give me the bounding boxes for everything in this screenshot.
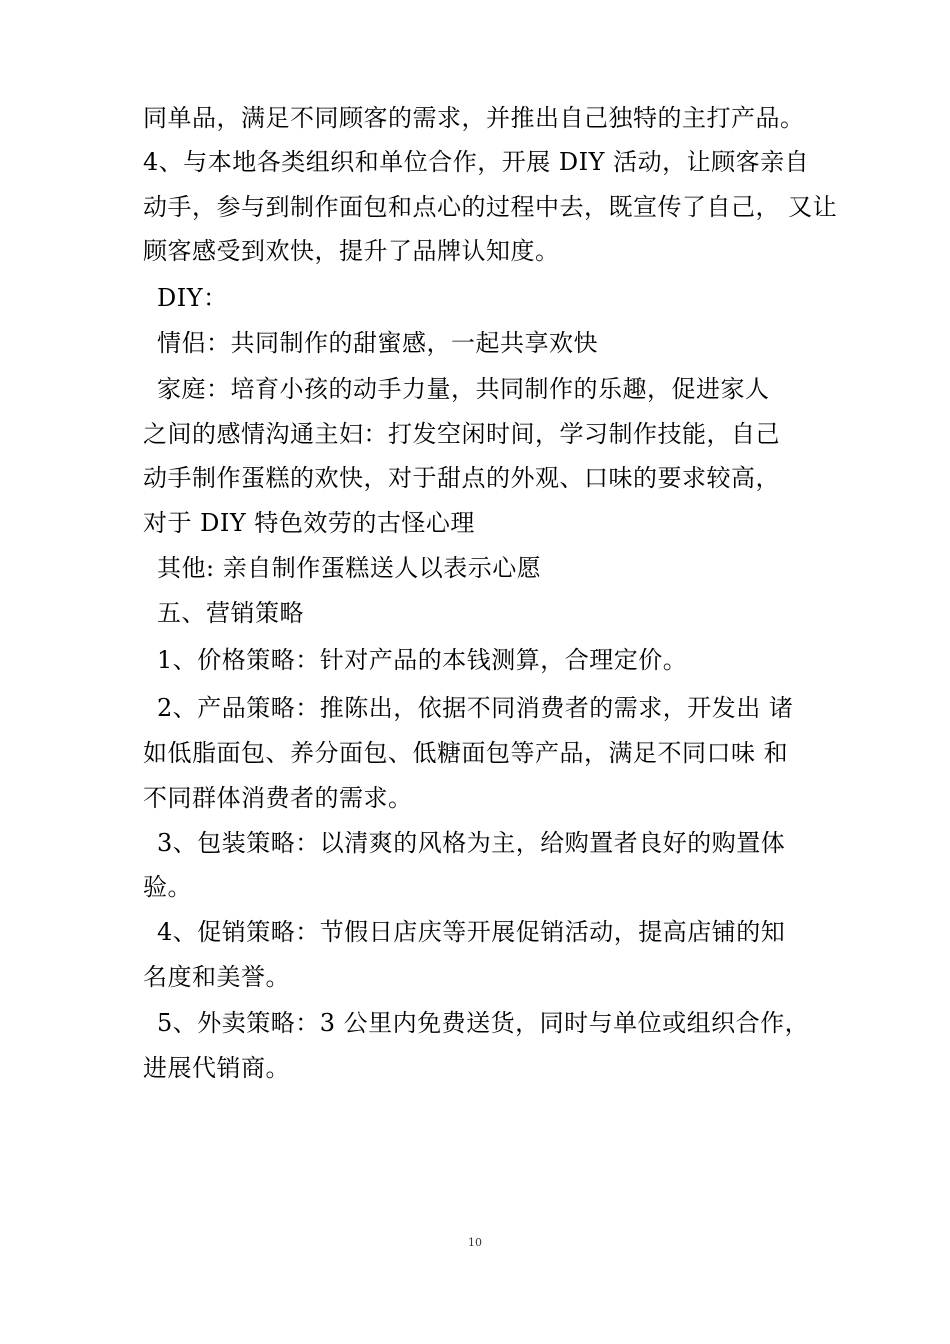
text-line: 情侣：共同制作的甜蜜感，一起共享欢快	[157, 329, 598, 357]
text-line: 家庭：培育小孩的动手力量，共同制作的乐趣，促进家人	[157, 375, 770, 403]
section-heading: 五、营销策略	[157, 599, 304, 627]
text-line: 动手，参与到制作面包和点心的过程中去，既宣传了自己， 又让	[143, 193, 838, 221]
text-line: DIY：	[157, 284, 228, 312]
text-line: 4、与本地各类组织和单位合作，开展 DIY 活动，让顾客亲自	[143, 148, 810, 176]
text-line: 之间的感情沟通主妇：打发空闲时间，学习制作技能，自己	[143, 420, 780, 448]
text-line: 对于 DIY 特色效劳的古怪心理	[143, 509, 475, 537]
text-line: 5、外卖策略：3 公里内免费送货，同时与单位或组织合作，	[157, 1009, 810, 1037]
text-line: 顾客感受到欢快，提升了品牌认知度。	[143, 237, 560, 265]
text-line: 不同群体消费者的需求。	[143, 784, 413, 812]
text-line: 验。	[143, 873, 192, 901]
text-line: 进展代销商。	[143, 1054, 290, 1082]
text-line: 名度和美誉。	[143, 963, 290, 991]
text-line: 其他: 亲自制作蛋糕送人以表示心愿	[157, 554, 542, 582]
text-line: 2、产品策略：推陈出，依据不同消费者的需求，开发出 诸	[157, 694, 794, 722]
text-line: 3、包装策略：以清爽的风格为主，给购置者良好的购置体	[157, 829, 786, 857]
text-line: 4、促销策略：节假日店庆等开展促销活动，提高店铺的知	[157, 918, 786, 946]
text-line: 同单品，满足不同顾客的需求，并推出自己独特的主打产品。	[143, 104, 805, 132]
page-number: 10	[468, 1236, 482, 1249]
text-line: 如低脂面包、养分面包、低糖面包等产品，满足不同口味 和	[143, 739, 789, 767]
text-line: 1、价格策略：针对产品的本钱测算，合理定价。	[157, 646, 688, 674]
text-line: 动手制作蛋糕的欢快，对于甜点的外观、口味的要求较高，	[143, 464, 780, 492]
